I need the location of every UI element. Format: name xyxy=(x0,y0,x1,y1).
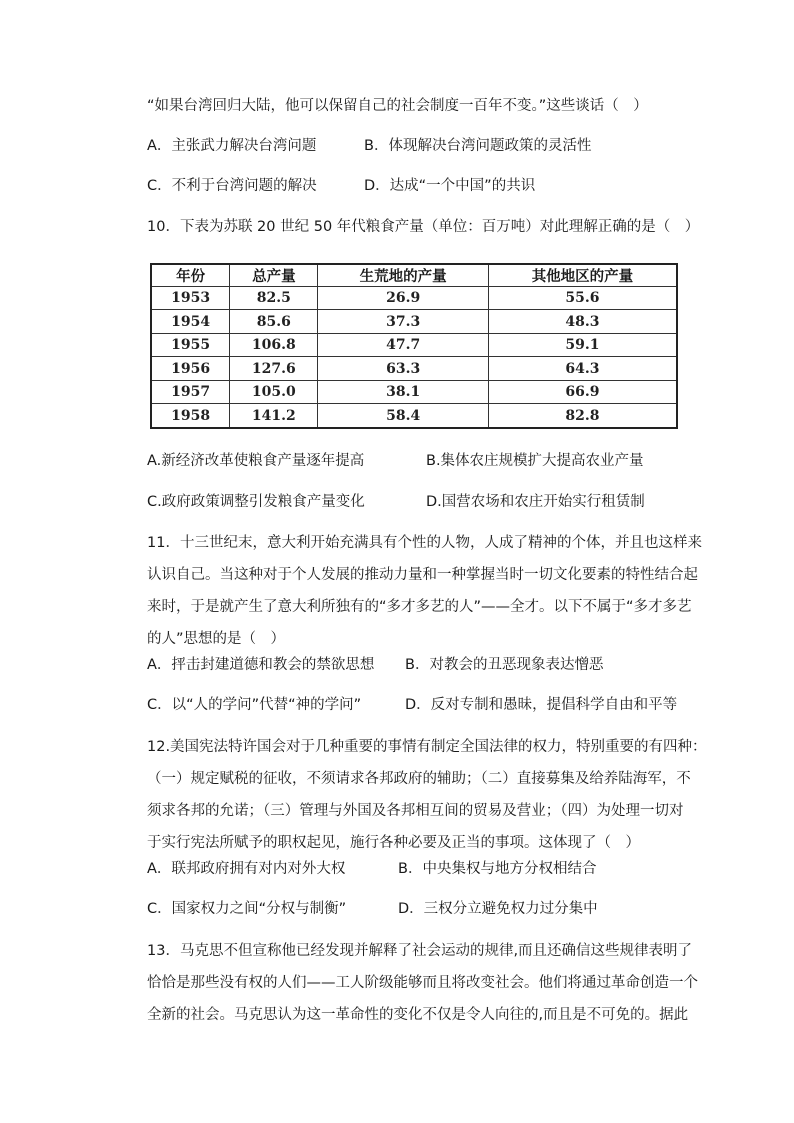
cell-virgin-land: 63.3 xyxy=(318,357,488,380)
cell-total: 141.2 xyxy=(230,404,318,428)
q10-option-b[interactable]: B.集体农庄规模扩大提高农业产量 xyxy=(426,453,644,469)
q10-option-c[interactable]: C.政府政策调整引发粮食产量变化 xyxy=(147,494,365,510)
cell-year: 1954 xyxy=(151,310,230,333)
q11-stem-line: 认识自己。当这种对于个人发展的推动力量和一种掌握当时一切文化要素的特性结合起 xyxy=(147,567,698,583)
cell-total: 106.8 xyxy=(230,333,318,356)
cell-virgin-land: 47.7 xyxy=(318,333,488,356)
q11-option-d[interactable]: D．反对专制和愚昧，提倡科学自由和平等 xyxy=(405,697,678,713)
q11-option-b[interactable]: B．对教会的丑恶现象表达憎恶 xyxy=(405,657,604,673)
q12-option-c[interactable]: C．国家权力之间“分权与制衡” xyxy=(147,901,347,917)
q11-option-a[interactable]: A．抨击封建道德和教会的禁欲思想 xyxy=(147,657,375,673)
q9-option-d[interactable]: D．达成“一个中国”的共识 xyxy=(364,178,536,194)
cell-total: 105.0 xyxy=(230,380,318,403)
table-row xyxy=(151,404,677,428)
cell-other-regions: 66.9 xyxy=(488,380,677,403)
q12-stem-line: 12.美国宪法特许国会对于几种重要的事情有制定全国法律的权力，特别重要的有四种： xyxy=(147,739,707,755)
cell-other-regions: 64.3 xyxy=(488,357,677,380)
header-virgin-land: 生荒地的产量 xyxy=(318,264,488,287)
cell-total: 85.6 xyxy=(230,310,318,333)
cell-total: 127.6 xyxy=(230,357,318,380)
cell-year: 1956 xyxy=(151,357,230,380)
q13-stem-line: 13．马克思不但宣称他已经发现并解释了社会运动的规律,而且还确信这些规律表明了 xyxy=(147,943,693,959)
cell-year: 1958 xyxy=(151,404,230,428)
cell-other-regions: 82.8 xyxy=(488,404,677,428)
table-row xyxy=(151,357,677,380)
header-other-regions: 其他地区的产量 xyxy=(488,264,677,287)
q12-stem xyxy=(147,731,707,859)
q11-stem-line: 来时，于是就产生了意大利所独有的“多才多艺的人”——全才。以下不属于“多才多艺 xyxy=(147,599,692,615)
q11-stem-line: 的人”思想的是（ ） xyxy=(147,631,286,647)
cell-year: 1955 xyxy=(151,333,230,356)
q12-stem-line: 须求各邦的允诺；（三）管理与外国及各邦相互间的贸易及营业；（四）为处理一切对 xyxy=(147,803,684,819)
cell-other-regions: 55.6 xyxy=(488,287,677,310)
cell-virgin-land: 26.9 xyxy=(318,287,488,310)
table-row xyxy=(151,310,677,333)
cell-virgin-land: 37.3 xyxy=(318,310,488,333)
q10-option-d[interactable]: D.国营农场和农庄开始实行租赁制 xyxy=(426,494,645,510)
q10-option-a[interactable]: A.新经济改革使粮食产量逐年提高 xyxy=(147,453,365,469)
q9-option-a[interactable]: A．主张武力解决台湾问题 xyxy=(147,138,317,154)
cell-other-regions: 59.1 xyxy=(488,333,677,356)
q9-option-b[interactable]: B．体现解决台湾问题政策的灵活性 xyxy=(364,138,592,154)
header-year: 年份 xyxy=(151,264,230,287)
cell-year: 1953 xyxy=(151,287,230,310)
q12-option-a[interactable]: A．联邦政府拥有对内对外大权 xyxy=(147,861,346,877)
cell-year: 1957 xyxy=(151,380,230,403)
grain-output-table xyxy=(150,263,678,429)
q10-stem: 10．下表为苏联 20 世纪 50 年代粮食产量（单位：百万吨）对此理解正确的是（ ） xyxy=(147,219,700,235)
q11-option-c[interactable]: C．以“人的学问”代替“神的学问” xyxy=(147,697,362,713)
q12-option-b[interactable]: B．中央集权与地方分权相结合 xyxy=(398,861,597,877)
q13-stem-line: 恰恰是那些没有权的人们——工人阶级能够而且将改变社会。他们将通过革命创造一个 xyxy=(147,975,698,991)
q9-stem-tail: “如果台湾回归大陆，他可以保留自己的社会制度一百年不变。”这些谈话（ ） xyxy=(147,98,648,114)
table-row xyxy=(151,380,677,403)
q11-stem-line: 11．十三世纪末，意大利开始充满具有个性的人物，人成了精神的个体，并且也这样来 xyxy=(147,535,702,551)
cell-virgin-land: 58.4 xyxy=(318,404,488,428)
q13-stem-line: 全新的社会。马克思认为这一革命性的变化不仅是令人向往的,而且是不可免的。据此 xyxy=(147,1007,689,1023)
cell-other-regions: 48.3 xyxy=(488,310,677,333)
q12-option-d[interactable]: D．三权分立避免权力过分集中 xyxy=(398,901,598,917)
q11-stem xyxy=(147,527,702,655)
cell-total: 82.5 xyxy=(230,287,318,310)
table-row xyxy=(151,333,677,356)
cell-virgin-land: 38.1 xyxy=(318,380,488,403)
q12-stem-line: （一）规定赋税的征收，不须请求各邦政府的辅助；（二）直接募集及给养陆海军，不 xyxy=(147,771,691,787)
q13-stem xyxy=(147,935,698,1031)
header-total: 总产量 xyxy=(230,264,318,287)
table-row xyxy=(151,287,677,310)
q12-stem-line: 于实行宪法所赋予的职权起见，施行各种必要及正当的事项。这体现了（ ） xyxy=(147,835,640,851)
q9-option-c[interactable]: C．不利于台湾问题的解决 xyxy=(147,178,317,194)
table-header-row xyxy=(151,264,677,287)
